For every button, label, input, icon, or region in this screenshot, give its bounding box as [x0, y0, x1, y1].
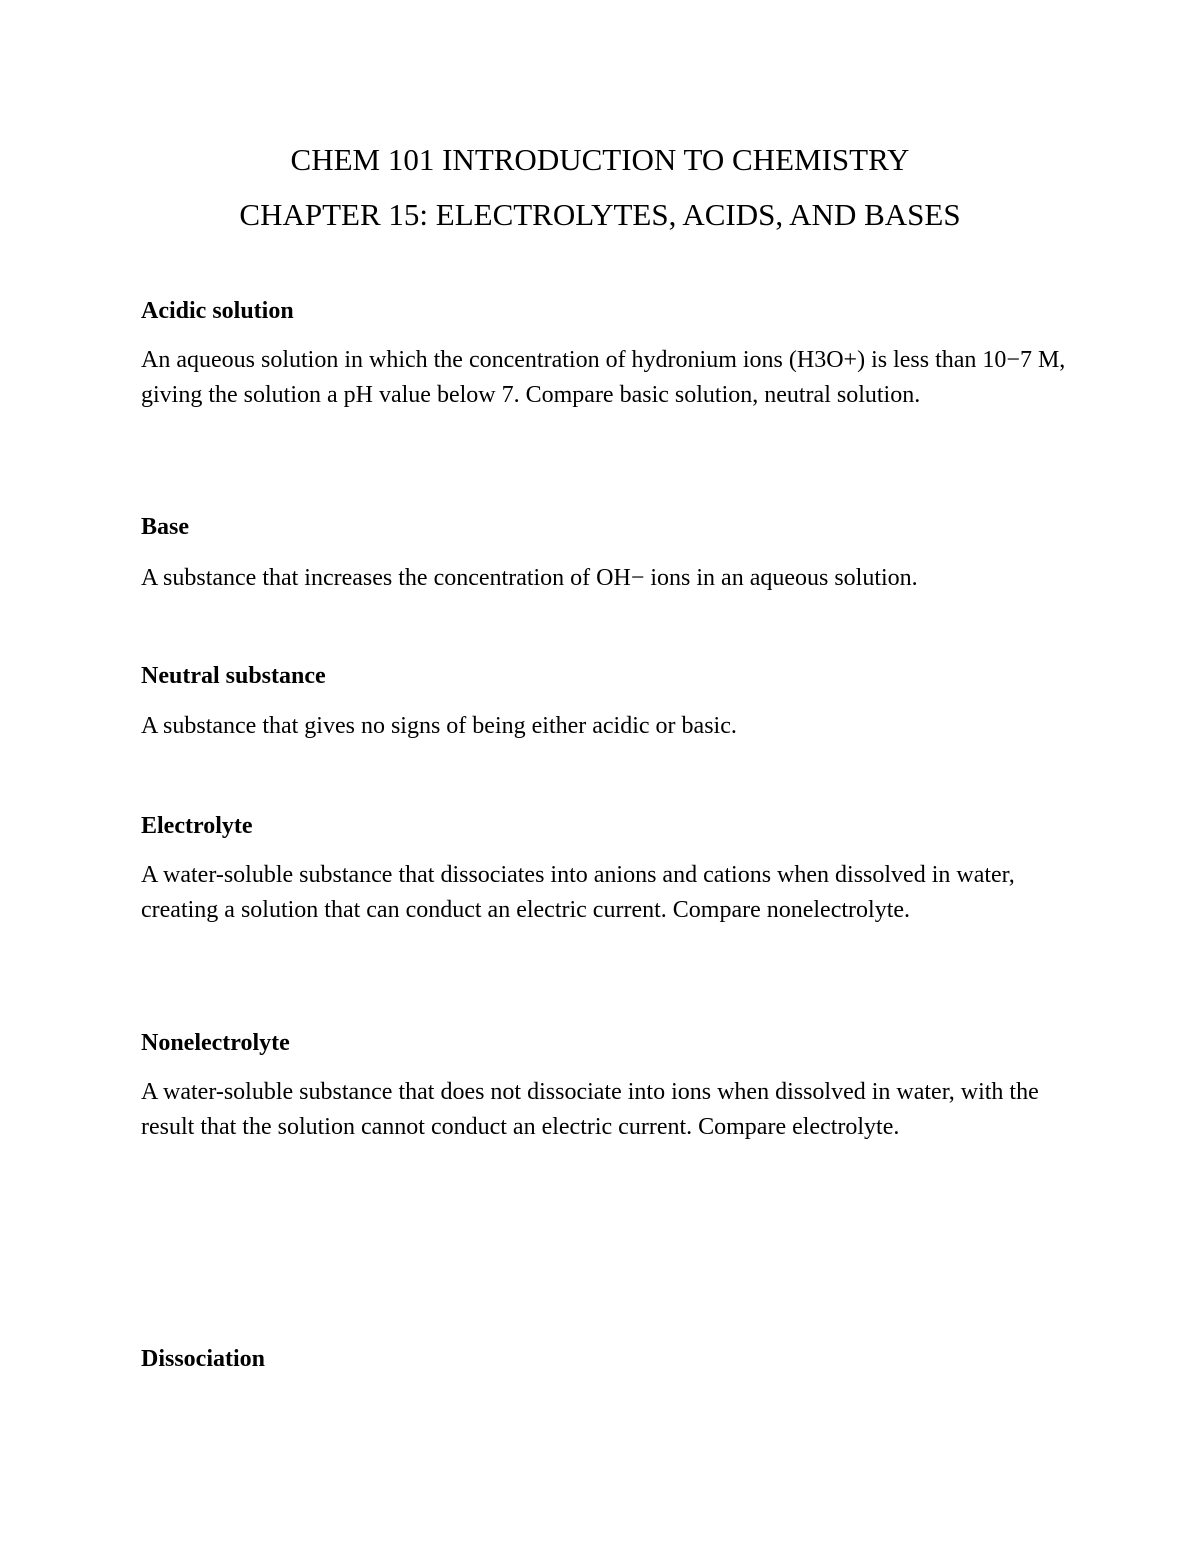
- term-dissociation: Dissociation: [141, 1346, 266, 1372]
- definition-acidic-solution: An aqueous solution in which the concentration of hydronium ions (H3O+) is less than 10−7 M, giving the solution a pH value below 7. Compare basic solution, neutral solution.: [141, 347, 1066, 408]
- definition-nonelectrolyte: A water-soluble substance that does not dissociate into ions when dissolved in water, with the result that the solution cannot conduct an electric current. Compare electrolyte.: [141, 1079, 1039, 1140]
- term-acidic-solution: Acidic solution: [141, 298, 294, 324]
- chapter-title: CHAPTER 15: ELECTROLYTES, ACIDS, AND BASES: [239, 197, 961, 232]
- course-title: CHEM 101 INTRODUCTION TO CHEMISTRY: [290, 142, 910, 177]
- term-base: Base: [141, 514, 189, 540]
- term-neutral-substance: Neutral substance: [141, 663, 326, 689]
- definition-neutral-substance: A substance that gives no signs of being either acidic or basic.: [141, 713, 737, 739]
- definition-electrolyte: A water-soluble substance that dissociates into anions and cations when dissolved in water, creating a solution that can conduct an electric current. Compare nonelectrolyte.: [141, 862, 1015, 923]
- term-nonelectrolyte: Nonelectrolyte: [141, 1030, 290, 1056]
- term-electrolyte: Electrolyte: [141, 813, 253, 839]
- definition-base: A substance that increases the concentration of OH− ions in an aqueous solution.: [141, 565, 918, 591]
